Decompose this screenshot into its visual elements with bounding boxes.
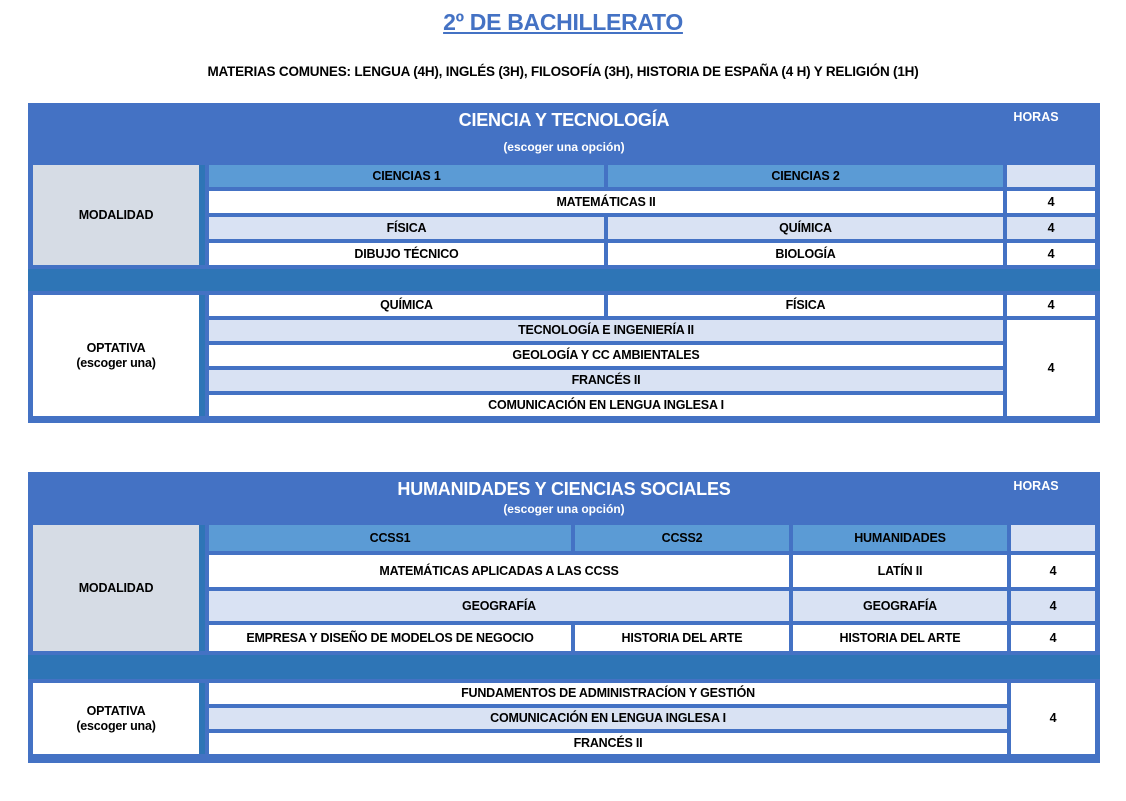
hours-column-header: HORAS [1013,110,1059,124]
optativa-sublabel: (escoger una) [76,355,156,370]
hours-cell: 4 [1007,191,1095,213]
subject-cell-geografia-ccss: GEOGRAFÍA [209,591,789,621]
subject-cell-geografia-humanidades: GEOGRAFÍA [793,591,1007,621]
hours-cell: 4 [1011,555,1095,587]
subject-cell-matematicas-ii: MATEMÁTICAS II [209,191,1003,213]
column-header-ccss1: CCSS1 [209,525,571,551]
subject-cell-quimica: QUÍMICA [608,217,1003,239]
hours-cell: 4 [1007,295,1095,316]
table-humanidades-header [33,472,1095,525]
subject-cell-historia-arte-ccss2: HISTORIA DEL ARTE [575,625,789,651]
hours-empty-cell [1011,525,1095,551]
table-humanidades-title: HUMANIDADES Y CIENCIAS SOCIALES [397,479,731,499]
subject-cell-historia-arte-humanidades: HISTORIA DEL ARTE [793,625,1007,651]
modalidad-label-cell [33,525,205,651]
table-humanidades-ccss [28,472,1100,763]
optativa-label: OPTATIVA [86,704,146,719]
separator-band [28,269,1100,291]
modalidad-label: MODALIDAD [78,207,154,222]
subject-cell-matematicas-ccss: MATEMÁTICAS APLICADAS A LAS CCSS [209,555,789,587]
subject-cell-fisica-optativa: FÍSICA [608,295,1003,316]
subject-cell-empresa-modelos-negocio: EMPRESA Y DISEÑO DE MODELOS DE NEGOCIO [209,625,571,651]
subject-cell-quimica-optativa: QUÍMICA [209,295,604,316]
subject-cell-comunicacion-inglesa: COMUNICACIÓN EN LENGUA INGLESA I [209,708,1007,729]
table-ciencia-y-tecnologia [28,103,1100,423]
optativa-label-cell [33,683,205,754]
hours-cell-merged: 4 [1007,320,1095,416]
page-title: 2º DE BACHILLERATO [443,9,683,35]
modalidad-label: MODALIDAD [78,580,154,595]
subject-cell-dibujo-tecnico: DIBUJO TÉCNICO [209,243,604,265]
subject-cell-frances-ii: FRANCÉS II [209,370,1003,391]
hours-cell: 4 [1011,625,1095,651]
subject-cell-fundamentos-administracion: FUNDAMENTOS DE ADMINISTRACÍON Y GESTIÓN [209,683,1007,704]
subject-cell-geologia-ambientales: GEOLOGÍA Y CC AMBIENTALES [209,345,1003,366]
modalidad-label-cell [33,165,205,265]
optativa-label-cell [33,295,205,416]
column-header-ciencias-2: CIENCIAS 2 [608,165,1003,187]
table-ciencia-title: CIENCIA Y TECNOLOGÍA [458,110,670,130]
hours-cell-merged: 4 [1011,683,1095,754]
subject-cell-biologia: BIOLOGÍA [608,243,1003,265]
table-ciencia-header [33,103,1095,165]
subject-cell-comunicacion-inglesa: COMUNICACIÓN EN LENGUA INGLESA I [209,395,1003,416]
hours-column-header: HORAS [1013,479,1059,493]
subject-cell-latin-ii: LATÍN II [793,555,1007,587]
table-humanidades-option-note: (escoger una opción) [503,502,625,516]
column-header-humanidades: HUMANIDADES [793,525,1007,551]
subject-cell-fisica: FÍSICA [209,217,604,239]
humanidades-modalidad-section [33,525,1095,651]
hours-cell: 4 [1007,217,1095,239]
column-header-ccss2: CCSS2 [575,525,789,551]
hours-cell: 4 [1011,591,1095,621]
optativa-sublabel: (escoger una) [76,718,156,733]
subject-cell-frances-ii: FRANCÉS II [209,733,1007,754]
common-subjects-note: MATERIAS COMUNES: LENGUA (4H), INGLÉS (3H), FILOSOFÍA (3H), HISTORIA DE ESPAÑA (4 H) Y RELIGIÓN (1H) [207,64,919,79]
humanidades-optativa-section [33,683,1095,754]
column-header-ciencias-1: CIENCIAS 1 [209,165,604,187]
table-ciencia-option-note: (escoger una opción) [503,140,625,154]
optativa-label: OPTATIVA [86,341,146,356]
hours-cell: 4 [1007,243,1095,265]
separator-band [28,655,1100,679]
hours-empty-cell [1007,165,1095,187]
ciencia-optativa-section [33,295,1095,416]
ciencia-modalidad-section [33,165,1095,265]
subject-cell-tecnologia-ingenieria: TECNOLOGÍA E INGENIERÍA II [209,320,1003,341]
